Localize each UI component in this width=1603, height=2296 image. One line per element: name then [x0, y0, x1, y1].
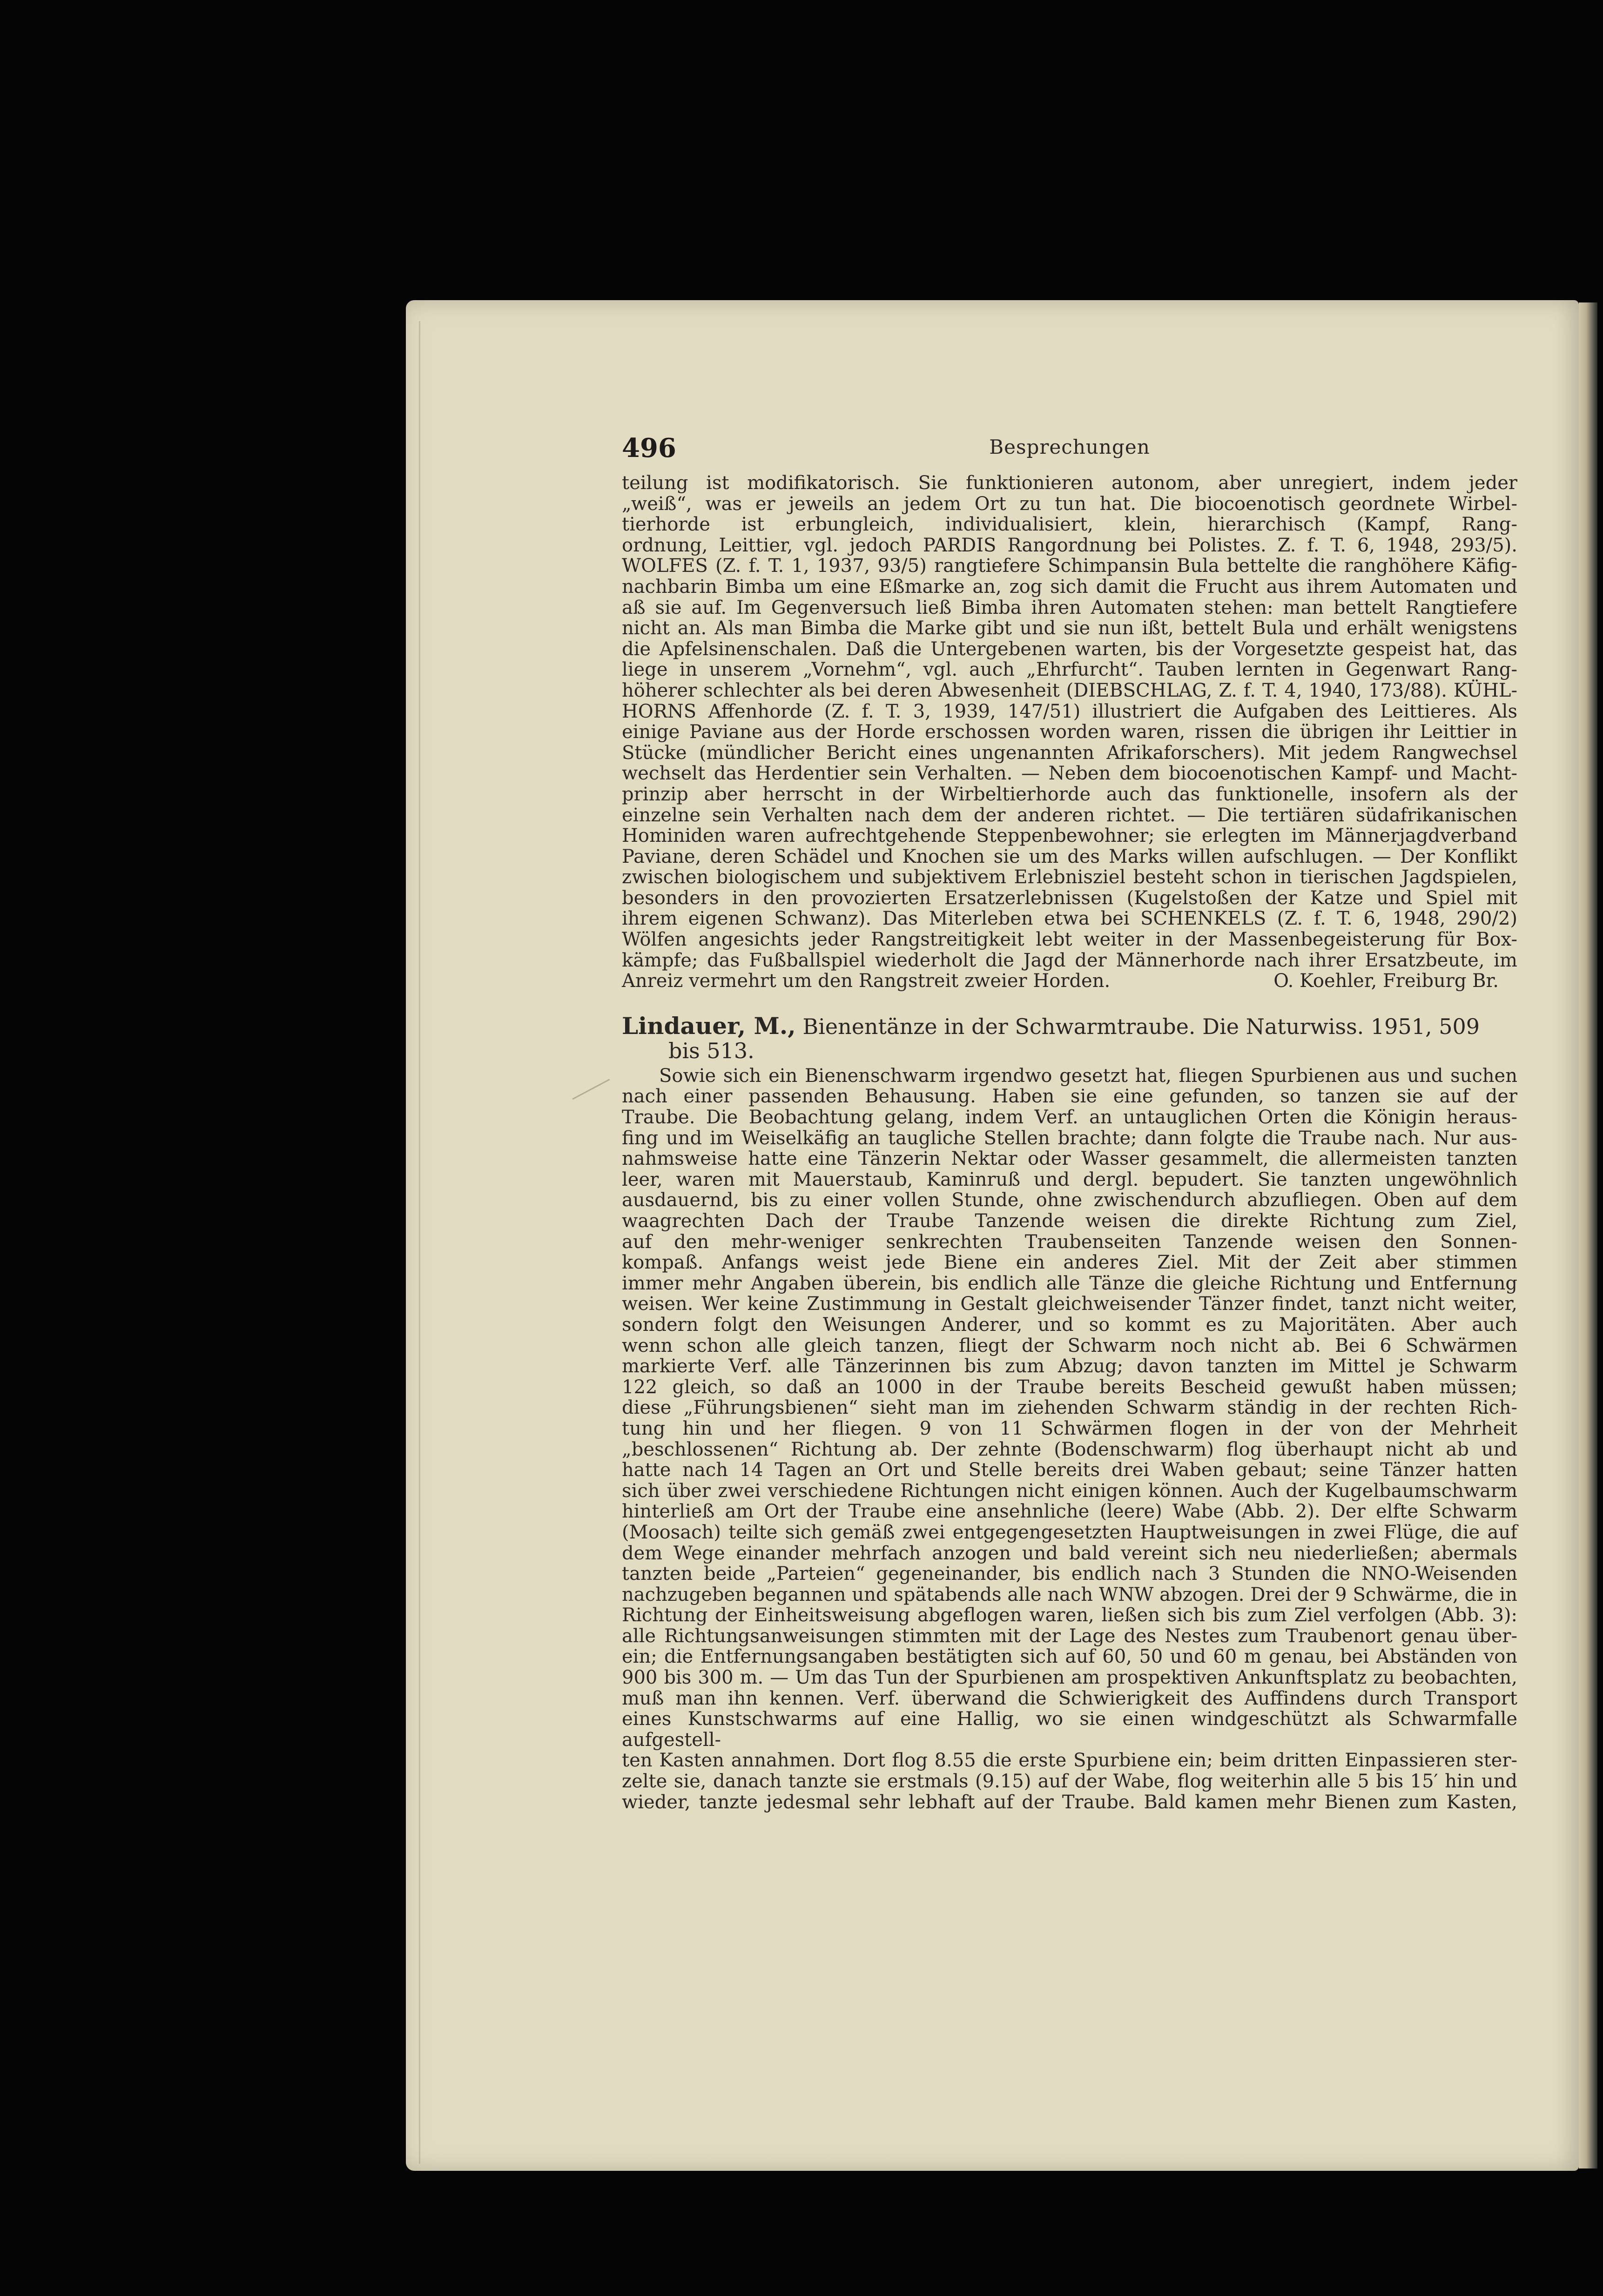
review-2-line: hinterließ am Ort der Traube eine ansehnliche (leere) Wabe (Abb. 2). Der elfte Schwarm [622, 1501, 1517, 1523]
review-2-line: nachzugeben begannen und spätabends alle nach WNW abzogen. Drei der 9 Schwärme, die in [622, 1584, 1517, 1605]
review-1-line: aß sie auf. Im Gegenversuch ließ Bimba ihren Automaten stehen: man bettelt Rangtiefere [622, 597, 1517, 618]
review-2-line: „beschlossenen“ Richtung ab. Der zehnte (Bodenschwarm) flog überhaupt nicht ab und [622, 1438, 1517, 1460]
review-2-line: Richtung der Einheitsweisung abgeflogen waren, ließen sich bis zum Ziel verfolgen (Abb. 3): [622, 1605, 1517, 1626]
review-2-line: nahmsweise hatte eine Tänzerin Nektar oder Wasser gesammelt, die allermeisten tanzten [622, 1148, 1517, 1170]
review-2-line: zelte sie, danach tanzte sie erstmals (9.15) auf der Wabe, flog weiterhin alle 5 bis 15′ hin und [622, 1771, 1517, 1792]
review-2-line: auf den mehr-weniger senkrechten Traubenseiten Tanzende weisen den Sonnen- [622, 1231, 1517, 1253]
review-2-line: Traube. Die Beobachtung gelang, indem Verf. an untauglichen Orten die Königin heraus- [622, 1107, 1517, 1128]
review-2-author: Lindauer, M., [622, 1012, 796, 1040]
review-1-line: Stücke (mündlicher Bericht eines ungenannten Afrikaforschers). Mit jedem Rangwechsel [622, 742, 1517, 764]
review-2-heading [622, 1014, 1517, 1063]
review-1-line: einige Paviane aus der Horde erschossen worden waren, rissen die übrigen ihr Leittier in [622, 721, 1517, 743]
review-2-line: ausdauernd, bis zu einer vollen Stunde, ohne zwischendurch abzufliegen. Oben auf dem [622, 1189, 1517, 1211]
running-head: Besprechungen [989, 436, 1150, 458]
review-1-line: die Apfelsinenschalen. Daß die Untergebenen warten, bis der Vorgesetzte gespeist hat, das [622, 638, 1517, 660]
review-1-line: besonders in den provozierten Ersatzerlebnissen (Kugelstoßen der Katze und Spiel mit [622, 887, 1517, 909]
page-edge [1579, 302, 1597, 2168]
review-2-line: fing und im Weiselkäfig an taugliche Stellen brachte; dann folgte die Traube nach. Nur aus- [622, 1127, 1517, 1149]
review-1-line: ordnung, Leittier, vgl. jedoch PARDIS Rangordnung bei Polistes. Z. f. T. 6, 1948, 293/5). [622, 534, 1517, 556]
review-1-line: Hominiden waren aufrechtgehende Steppenbewohner; sie erlegten im Männerjagdverband [622, 825, 1517, 847]
review-1-line: ihrem eigenen Schwanz). Das Miterleben etwa bei SCHENKELS (Z. f. T. 6, 1948, 290/2) [622, 908, 1517, 930]
review-2-line: immer mehr Angaben überein, bis endlich alle Tänze die gleiche Richtung und Entfernung [622, 1272, 1517, 1294]
review-2-line: tung hin und her fliegen. 9 von 11 Schwärmen flogen in der von der Mehrheit [622, 1417, 1517, 1439]
review-1-line: einzelne sein Verhalten nach dem der anderen richtet. — Die tertiären südafrikanischen [622, 804, 1517, 826]
review-1-line: tierhorde ist erbungleich, individualisiert, klein, hierarchisch (Kampf, Rang- [622, 514, 1517, 536]
review-2-line: wieder, tanzte jedesmal sehr lebhaft auf der Traube. Bald kamen mehr Bienen zum Kasten, [622, 1791, 1517, 1813]
review-2-line: weisen. Wer keine Zustimmung in Gestalt gleichweisender Tänzer findet, tanzt nicht weiter, [622, 1293, 1517, 1315]
review-1-line: liege in unserem „Vornehm“, vgl. auch „Ehrfurcht“. Tauben lernten in Gegenwart Rang- [622, 659, 1517, 681]
review-2-line: ein; die Entfernungsangaben bestätigten sich auf 60, 50 und 60 m genau, bei Abständen von [622, 1646, 1517, 1668]
review-1-closing [622, 971, 1517, 992]
review-1-line: kämpfe; das Fußballspiel wiederholt die Jagd der Männerhorde nach ihrer Ersatzbeute, im [622, 949, 1517, 971]
review-2-line: tanzten beide „Parteien“ gegeneinander, bis endlich nach 3 Stunden die NNO-Weisenden [622, 1563, 1517, 1585]
review-1-line: wechselt das Herdentier sein Verhalten. — Neben dem biocoenotischen Kampf- und Macht- [622, 763, 1517, 785]
review-1-line: höherer schlechter als bei deren Abwesenheit (DIEBSCHLAG, Z. f. T. 4, 1940, 173/88). KÜHL- [622, 679, 1517, 701]
review-2-line: kompaß. Anfangs weist jede Biene ein anderes Ziel. Mit der Zeit aber stimmen [622, 1252, 1517, 1274]
review-2-line: ten Kasten annahmen. Dort flog 8.55 die erste Spurbiene ein; beim dritten Einpassieren ster- [622, 1750, 1517, 1772]
page-number: 496 [622, 433, 676, 463]
review-1-line: HORNS Affenhorde (Z. f. T. 3, 1939, 147/51) illustriert die Aufgaben des Leittieres. Als [622, 700, 1517, 722]
review-1-line: teilung ist modifikatorisch. Sie funktionieren autonom, aber unregiert, indem jeder [622, 472, 1517, 494]
review-2-line: Sowie sich ein Bienenschwarm irgendwo gesetzt hat, fliegen Spurbienen aus und suchen [659, 1065, 1517, 1087]
review-1-line: nachbarin Bimba um eine Eßmarke an, zog sich damit die Frucht aus ihrem Automaten und [622, 576, 1517, 597]
review-2-line: wenn schon alle gleich tanzen, fliegt der Schwarm noch nicht ab. Bei 6 Schwärmen [622, 1335, 1517, 1356]
page-header [622, 433, 1517, 470]
review-2-line: markierte Verf. alle Tänzerinnen bis zum Abzug; davon tanzten im Mittel je Schwarm [622, 1356, 1517, 1377]
review-2-title-cont: bis 513. [668, 1038, 754, 1063]
review-1-line: WOLFES (Z. f. T. 1, 1937, 93/5) rangtiefere Schimpansin Bula bettelte die ranghöhere Käfig- [622, 555, 1517, 577]
review-2-line: leer, waren mit Mauerstaub, Kaminruß und dergl. bepudert. Sie tanzten ungewöhnlich [622, 1168, 1517, 1190]
review-2-line: (Moosach) teilte sich gemäß zwei entgegengesetzten Hauptweisungen in zwei Flüge, die auf [622, 1521, 1517, 1543]
review-1 [622, 473, 1517, 992]
review-2-line: hatte nach 14 Tagen an Ort und Stelle bereits drei Waben gebaut; seine Tänzer hatten [622, 1459, 1517, 1481]
review-2-line: muß man ihn kennen. Verf. überwand die Schwierigkeit des Auffindens durch Transport [622, 1687, 1517, 1709]
review-1-line: „weiß“, was er jeweils an jedem Ort zu tun hat. Die biocoenotisch geordnete Wirbel- [622, 493, 1517, 515]
review-2-body [622, 1066, 1517, 1813]
review-2-line: alle Richtungsanweisungen stimmten mit der Lage des Nestes zum Traubenort genau über- [622, 1625, 1517, 1647]
review-1-line: zwischen biologischem und subjektivem Erlebnisziel besteht schon in tierischen Jagdspielen, [622, 866, 1517, 888]
review-1-last-line: Anreiz vermehrt um den Rangstreit zweier Horden. [622, 970, 1111, 992]
review-2-line: waagrechten Dach der Traube Tanzende weisen die direkte Richtung zum Ziel, [622, 1210, 1517, 1232]
page-inner-border [419, 321, 430, 2164]
review-1-line: prinzip aber herrscht in der Wirbeltierhorde auch das funktionelle, insofern als der [622, 783, 1517, 805]
review-2-line: sich über zwei verschiedene Richtungen nicht einigen können. Auch der Kugelbaumschwarm [622, 1480, 1517, 1502]
review-1-line: Wölfen angesichts jeder Rangstreitigkeit lebt weiter in der Massenbegeisterung für Box- [622, 929, 1517, 951]
review-2-line: diese „Führungsbienen“ sieht man im ziehenden Schwarm ständig in der rechten Rich- [622, 1397, 1517, 1419]
review-2-line: dem Wege einander mehrfach anzogen und bald vereint sich neu niederließen; abermals [622, 1542, 1517, 1564]
review-2-line: eines Kunstschwarms auf eine Hallig, wo sie einen windgeschützt als Schwarmfalle aufgestell- [622, 1708, 1517, 1751]
review-2-title: Bienentänze in der Schwarmtraube. Die Naturwiss. 1951, 509 [802, 1014, 1480, 1039]
page-content [622, 433, 1517, 1813]
review-2-line: nach einer passenden Behausung. Haben sie eine gefunden, so tanzen sie auf der [622, 1086, 1517, 1108]
reviewer-signature: O. Koehler, Freiburg Br. [1273, 970, 1499, 992]
review-2-line: sondern folgt den Weisungen Anderer, und so kommt es zu Majoritäten. Aber auch [622, 1314, 1517, 1336]
review-1-line: nicht an. Als man Bimba die Marke gibt und sie nun ißt, bettelt Bula und erhält wenigstens [622, 618, 1517, 639]
review-1-line: Paviane, deren Schädel und Knochen sie um des Marks willen aufschlugen. — Der Konflikt [622, 846, 1517, 867]
review-2-line: 122 gleich, so daß an 1000 in der Traube bereits Bescheid gewußt haben müssen; [622, 1376, 1517, 1398]
review-2-line: 900 bis 300 m. — Um das Tun der Spurbienen am prospektiven Ankunftsplatz zu beobachten, [622, 1667, 1517, 1689]
